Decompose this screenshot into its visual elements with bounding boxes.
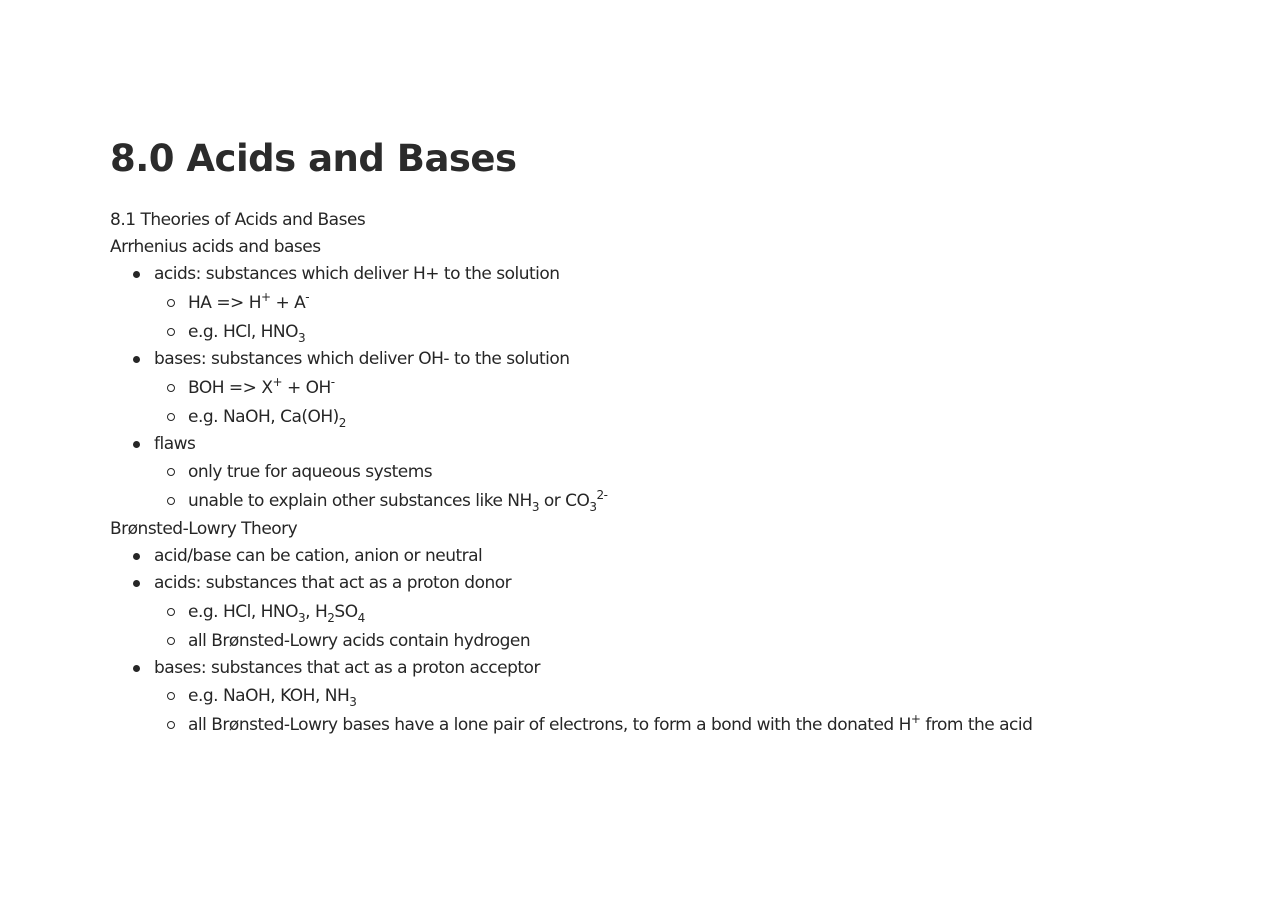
list-item xyxy=(110,261,1260,346)
list-item xyxy=(154,682,1260,710)
list-item xyxy=(154,288,1260,318)
bronsted-heading: Brønsted-Lowry Theory xyxy=(110,519,298,539)
arrhenius-acids-sublist xyxy=(154,288,1260,346)
document-page xyxy=(110,134,1260,740)
list-item xyxy=(154,627,1260,655)
flaws-label: flaws xyxy=(154,434,196,454)
list-item xyxy=(110,570,1260,655)
bronsted-acid-note: all Brønsted-Lowry acids contain hydrogen xyxy=(188,631,531,651)
list-item xyxy=(154,403,1260,431)
bronsted-charge-note: acid/base can be cation, anion or neutral xyxy=(154,546,483,566)
flaw-other-substances: unable to explain other substances like $NH_3$ or $CO_3^{2-}$ xyxy=(188,488,608,514)
arrhenius-bases-label: bases: substances which deliver OH- to the solution xyxy=(154,349,570,369)
arrhenius-bases-sublist xyxy=(154,373,1260,431)
list-item xyxy=(110,431,1260,516)
list-item xyxy=(110,346,1260,431)
list-item xyxy=(154,597,1260,627)
flaws-sublist xyxy=(154,458,1260,516)
bronsted-base-note: all Brønsted-Lowry bases have a lone pair of electrons, to form a bond with the donated H+ from the acid xyxy=(188,712,1033,735)
page-title: 8.0 Acids and Bases xyxy=(110,137,517,180)
arrhenius-heading: Arrhenius acids and bases xyxy=(110,237,321,257)
bronsted-base-examples: e.g. NaOH, KOH, $NH_3$ xyxy=(188,686,357,709)
base-dissociation-equation: BOH => X+ + OH- xyxy=(188,375,335,398)
flaw-aqueous: only true for aqueous systems xyxy=(188,462,433,482)
list-item xyxy=(154,458,1260,486)
list-item xyxy=(110,543,1260,570)
bronsted-bases-sublist xyxy=(154,682,1260,740)
list-item xyxy=(154,710,1260,740)
base-examples: e.g. NaOH, $Ca(OH)_2$ xyxy=(188,407,346,430)
bronsted-acids-sublist xyxy=(154,597,1260,655)
bronsted-list xyxy=(110,543,1260,740)
section-heading: 8.1 Theories of Acids and Bases xyxy=(110,210,366,230)
arrhenius-acids-label: acids: substances which deliver H+ to the solution xyxy=(154,264,560,284)
list-item xyxy=(154,486,1260,516)
acid-examples: e.g. HCl, $HNO_3$ xyxy=(188,322,306,345)
list-item xyxy=(154,318,1260,346)
list-item xyxy=(110,655,1260,740)
arrhenius-list xyxy=(110,261,1260,516)
bronsted-acid-examples: e.g. HCl, $HNO_3$, $H_2SO_4$ xyxy=(188,602,365,625)
bronsted-acids-label: acids: substances that act as a proton donor xyxy=(154,573,512,593)
document-body xyxy=(110,207,1260,740)
acid-dissociation-equation: HA => H+ + A- xyxy=(188,290,310,313)
bronsted-bases-label: bases: substances that act as a proton acceptor xyxy=(154,658,540,678)
list-item xyxy=(154,373,1260,403)
